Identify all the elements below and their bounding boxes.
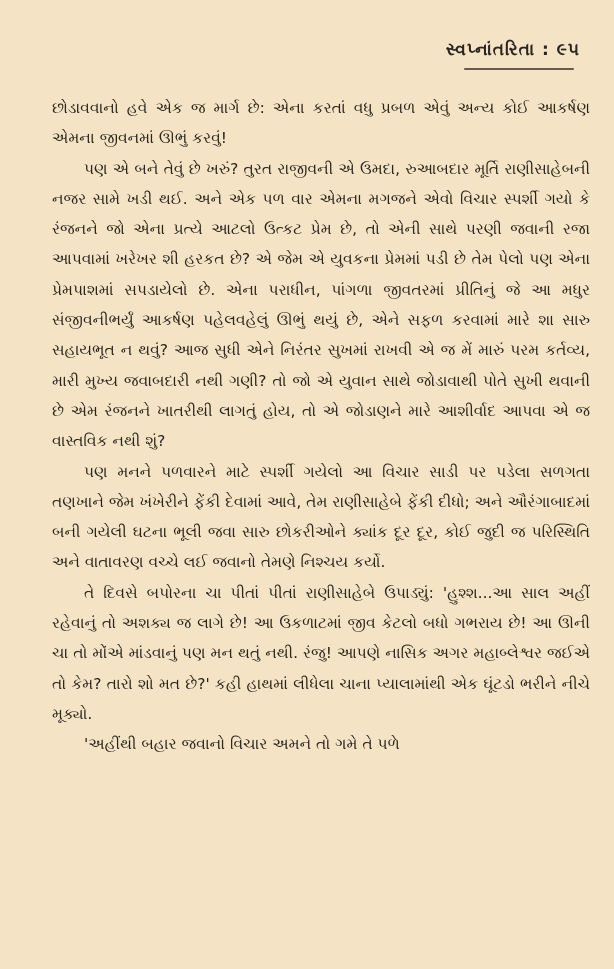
paragraph: 'અહીંથી બહાર જવાનો વિચાર અમને તો ગમે તે પળે	[84, 735, 400, 754]
paragraph: પણ મનને પળવારને માટે સ્પર્શી ગયેલો આ વિચાર સાડી પર પડેલા સળગતા તણખાને જેમ ખંખેરીને ફેંકી દેવામાં આવે, તેમ રાણીસાહેબે ફેંકી દીધો; અને ઔરંગાબાદમાં બની ગયેલી ઘટના ભૂલી જવા સારુ છોકરીઓને ક્યાંક દૂર દૂર, કોઈ જુદી જ પરિસ્થિતિ અને વાતાવરણ વચ્ચે લઈ જવાનો તેમણે નિશ્ચય કર્યો.	[52, 462, 590, 572]
paragraph: પણ એ બને તેવું છે ખરું? તુરત રાજીવની એ ઉમદા, રુઆબદાર મૂર્તિ રાણીસાહેબની નજર સામે ખડી થઈ. અને એક પળ વાર એમના મગજને એવો વિચાર સ્પર્શી ગયો કે રંજનને જો એના પ્રત્યે આટલો ઉત્કટ પ્રેમ છે, તો એની સાથે પરણી જવાની રજા આપવામાં ખરેખર શી હરકત છે? એ જેમ એ યુવકના પ્રેમમાં પડી છે તેમ પેલો પણ એના પ્રેમપાશમાં સપડાયેલો છે. એના પરાધીન, પાંગળા જીવતરમાં પ્રીતિનું જે આ મધુર સંજીવનીભર્યું આકર્ષણ પહેલવહેલું ઊભું થયું છે, એને સફળ કરવામાં મારે શા સારુ સહાયભૂત ન થવું? આજ સુધી એને નિરંતર સુખમાં રાખવી એ જ મેં મારું પરમ કર્તવ્ય, મારી મુખ્ય જવાબદારી નથી ગણી? તો જો એ યુવાન સાથે જોડાવાથી પોતે સુખી થવાની છે એમ રંજનને ખાતરીથી લાગતું હોય, તો એ જોડાણને મારે આશીર્વાદ આપવા એ જ વાસ્તવિક નથી શું?	[52, 159, 590, 451]
paragraph: તે દિવસે બપોરના ચા પીતાં પીતાં રાણીસાહેબે ઉપાડ્યું: 'હુશ્શ...આ સાલ અહીં રહેવાનું તો અશક્ય જ લાગે છે! આ ઉકળાટમાં જીવ કેટલો બધો ગભરાય છે! આ ઊની ચા તો મોંએ માંડવાનું પણ મન થતું નથી. રંજુ! આપણે નાસિક અગર મહાબ્લેશ્વર જઈએ તો કેમ? તારો શો મત છે?' કહી હાથમાં લીધેલા ચાના પ્યાલામાંથી એક ઘૂંટડો ભરીને નીચે મૂક્યો.	[52, 583, 590, 723]
header-rule	[464, 68, 574, 70]
running-head: સ્વપ્નાંતરિતા : ૯૫	[445, 40, 580, 60]
body-text	[52, 93, 590, 760]
paragraph-continuation: છોડાવવાનો હવે એક જ માર્ગ છે: એના કરતાં વધુ પ્રબળ એવું અન્ય કોઈ આકર્ષણ એમના જીવનમાં ઊભું કરવું!	[52, 99, 590, 148]
